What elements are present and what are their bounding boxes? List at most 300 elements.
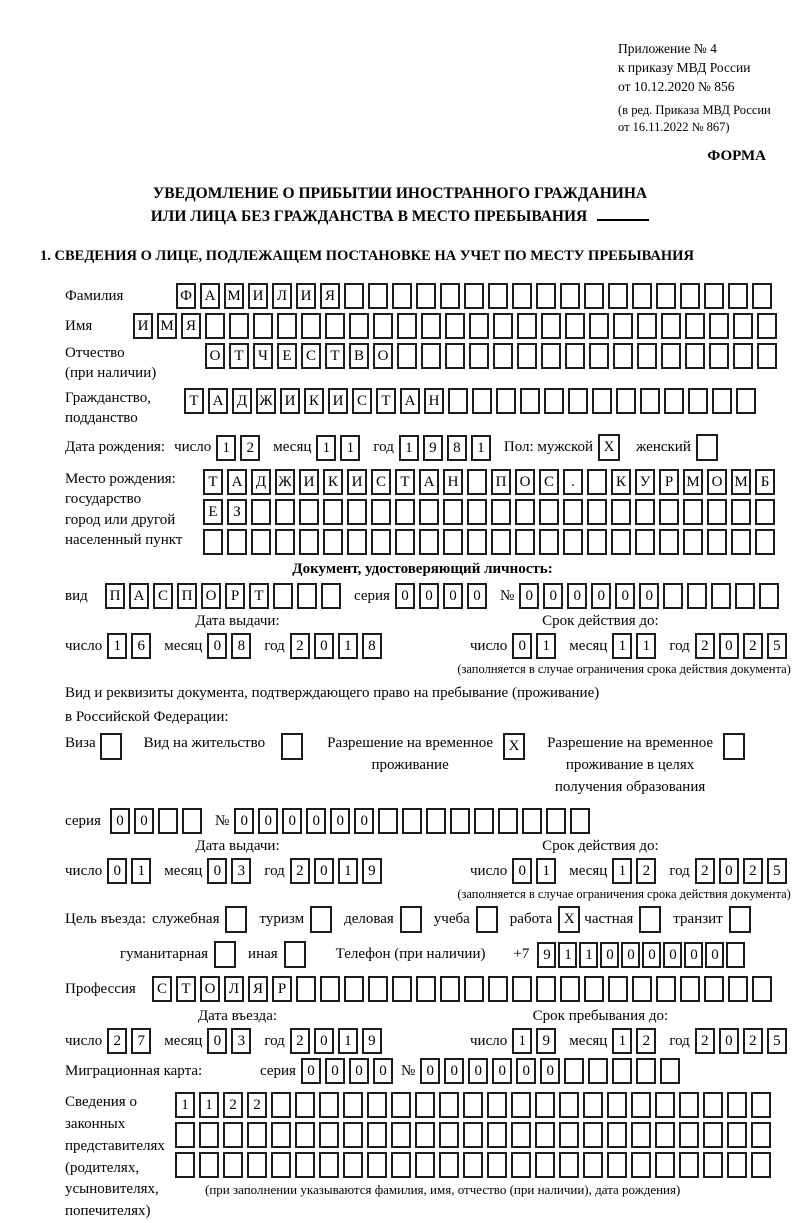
- edu-permit-checkbox[interactable]: [723, 733, 745, 760]
- char-cell[interactable]: [679, 1092, 699, 1118]
- char-cell[interactable]: Я: [181, 313, 201, 339]
- char-cell[interactable]: 0: [600, 942, 619, 968]
- char-cell[interactable]: 1: [612, 858, 632, 884]
- char-cell[interactable]: [752, 283, 772, 309]
- char-cell[interactable]: [301, 313, 321, 339]
- char-cell[interactable]: [487, 1122, 507, 1148]
- char-cell[interactable]: [512, 283, 532, 309]
- char-cell[interactable]: [297, 583, 317, 609]
- char-cell[interactable]: [378, 808, 398, 834]
- char-cell[interactable]: 1: [558, 942, 577, 968]
- char-cell[interactable]: [467, 499, 487, 525]
- sex-male-checkbox[interactable]: X: [598, 434, 620, 461]
- char-cell[interactable]: [158, 808, 178, 834]
- char-cell[interactable]: [251, 499, 271, 525]
- char-cell[interactable]: Т: [325, 343, 345, 369]
- char-cell[interactable]: С: [539, 469, 559, 495]
- char-cell[interactable]: [751, 1122, 771, 1148]
- char-cell[interactable]: [203, 529, 223, 555]
- char-cell[interactable]: 1: [512, 1028, 532, 1054]
- char-cell[interactable]: 2: [247, 1092, 267, 1118]
- char-cell[interactable]: [757, 343, 777, 369]
- char-cell[interactable]: 1: [399, 435, 419, 461]
- char-cell[interactable]: [464, 283, 484, 309]
- char-cell[interactable]: [635, 499, 655, 525]
- purpose-tourism-checkbox[interactable]: [310, 906, 332, 933]
- purpose-humanitarian-checkbox[interactable]: [214, 941, 236, 968]
- char-cell[interactable]: [613, 313, 633, 339]
- char-cell[interactable]: [472, 388, 492, 414]
- char-cell[interactable]: [319, 1092, 339, 1118]
- char-cell[interactable]: [731, 499, 751, 525]
- char-cell[interactable]: [275, 529, 295, 555]
- char-cell[interactable]: [583, 1152, 603, 1178]
- char-cell[interactable]: [402, 808, 422, 834]
- char-cell[interactable]: [709, 343, 729, 369]
- char-cell[interactable]: [271, 1122, 291, 1148]
- char-cell[interactable]: [395, 499, 415, 525]
- char-cell[interactable]: Б: [755, 469, 775, 495]
- char-cell[interactable]: [733, 313, 753, 339]
- char-cell[interactable]: [611, 499, 631, 525]
- char-cell[interactable]: [496, 388, 516, 414]
- char-cell[interactable]: 0: [330, 808, 350, 834]
- char-cell[interactable]: 8: [362, 633, 382, 659]
- char-cell[interactable]: [392, 976, 412, 1002]
- char-cell[interactable]: 0: [325, 1058, 345, 1084]
- char-cell[interactable]: [611, 529, 631, 555]
- char-cell[interactable]: [199, 1152, 219, 1178]
- char-cell[interactable]: 0: [615, 583, 635, 609]
- char-cell[interactable]: Е: [277, 343, 297, 369]
- char-cell[interactable]: Т: [184, 388, 204, 414]
- char-cell[interactable]: Я: [320, 283, 340, 309]
- char-cell[interactable]: [683, 499, 703, 525]
- char-cell[interactable]: 6: [131, 633, 151, 659]
- char-cell[interactable]: [512, 976, 532, 1002]
- char-cell[interactable]: [445, 313, 465, 339]
- char-cell[interactable]: [319, 1152, 339, 1178]
- char-cell[interactable]: [469, 313, 489, 339]
- char-cell[interactable]: 2: [695, 633, 715, 659]
- char-cell[interactable]: 1: [216, 435, 236, 461]
- char-cell[interactable]: [703, 1152, 723, 1178]
- char-cell[interactable]: 0: [107, 858, 127, 884]
- char-cell[interactable]: [661, 313, 681, 339]
- char-cell[interactable]: 2: [743, 633, 763, 659]
- char-cell[interactable]: 0: [354, 808, 374, 834]
- char-cell[interactable]: Л: [224, 976, 244, 1002]
- char-cell[interactable]: [565, 313, 585, 339]
- char-cell[interactable]: [515, 499, 535, 525]
- purpose-work-checkbox[interactable]: X: [558, 906, 580, 933]
- char-cell[interactable]: 0: [314, 858, 334, 884]
- char-cell[interactable]: 7: [131, 1028, 151, 1054]
- char-cell[interactable]: [535, 1092, 555, 1118]
- char-cell[interactable]: [607, 1152, 627, 1178]
- char-cell[interactable]: И: [248, 283, 268, 309]
- char-cell[interactable]: 1: [612, 1028, 632, 1054]
- char-cell[interactable]: 1: [536, 633, 556, 659]
- char-cell[interactable]: [563, 529, 583, 555]
- char-cell[interactable]: [664, 388, 684, 414]
- char-cell[interactable]: О: [201, 583, 221, 609]
- char-cell[interactable]: [493, 343, 513, 369]
- char-cell[interactable]: 0: [540, 1058, 560, 1084]
- char-cell[interactable]: [536, 976, 556, 1002]
- purpose-official-checkbox[interactable]: [225, 906, 247, 933]
- char-cell[interactable]: [661, 343, 681, 369]
- char-cell[interactable]: [415, 1122, 435, 1148]
- char-cell[interactable]: П: [105, 583, 125, 609]
- char-cell[interactable]: [587, 499, 607, 525]
- char-cell[interactable]: 2: [636, 858, 656, 884]
- char-cell[interactable]: Н: [443, 469, 463, 495]
- char-cell[interactable]: [559, 1092, 579, 1118]
- char-cell[interactable]: [632, 283, 652, 309]
- char-cell[interactable]: [759, 583, 779, 609]
- char-cell[interactable]: К: [304, 388, 324, 414]
- char-cell[interactable]: [687, 583, 707, 609]
- char-cell[interactable]: 0: [467, 583, 487, 609]
- char-cell[interactable]: [223, 1152, 243, 1178]
- char-cell[interactable]: 1: [316, 435, 336, 461]
- char-cell[interactable]: 0: [639, 583, 659, 609]
- residence-permit-checkbox[interactable]: [281, 733, 303, 760]
- char-cell[interactable]: 3: [231, 1028, 251, 1054]
- char-cell[interactable]: [539, 529, 559, 555]
- char-cell[interactable]: 1: [199, 1092, 219, 1118]
- char-cell[interactable]: Д: [251, 469, 271, 495]
- char-cell[interactable]: [474, 808, 494, 834]
- char-cell[interactable]: [640, 388, 660, 414]
- char-cell[interactable]: [584, 976, 604, 1002]
- char-cell[interactable]: 0: [444, 1058, 464, 1084]
- char-cell[interactable]: [295, 1092, 315, 1118]
- char-cell[interactable]: [223, 1122, 243, 1148]
- char-cell[interactable]: 0: [684, 942, 703, 968]
- char-cell[interactable]: [277, 313, 297, 339]
- char-cell[interactable]: [703, 1122, 723, 1148]
- char-cell[interactable]: [522, 808, 542, 834]
- char-cell[interactable]: 2: [290, 1028, 310, 1054]
- char-cell[interactable]: 2: [743, 858, 763, 884]
- char-cell[interactable]: О: [707, 469, 727, 495]
- char-cell[interactable]: [728, 976, 748, 1002]
- char-cell[interactable]: [631, 1092, 651, 1118]
- char-cell[interactable]: О: [373, 343, 393, 369]
- char-cell[interactable]: [660, 1058, 680, 1084]
- char-cell[interactable]: 0: [567, 583, 587, 609]
- char-cell[interactable]: 9: [362, 1028, 382, 1054]
- char-cell[interactable]: Т: [176, 976, 196, 1002]
- char-cell[interactable]: С: [352, 388, 372, 414]
- char-cell[interactable]: 2: [695, 858, 715, 884]
- char-cell[interactable]: [416, 283, 436, 309]
- char-cell[interactable]: [323, 499, 343, 525]
- char-cell[interactable]: [299, 529, 319, 555]
- char-cell[interactable]: [426, 808, 446, 834]
- char-cell[interactable]: [635, 529, 655, 555]
- char-cell[interactable]: [344, 976, 364, 1002]
- char-cell[interactable]: 0: [512, 858, 532, 884]
- char-cell[interactable]: [607, 1122, 627, 1148]
- char-cell[interactable]: [439, 1152, 459, 1178]
- char-cell[interactable]: С: [152, 976, 172, 1002]
- char-cell[interactable]: [319, 1122, 339, 1148]
- char-cell[interactable]: [273, 583, 293, 609]
- char-cell[interactable]: [709, 313, 729, 339]
- char-cell[interactable]: М: [731, 469, 751, 495]
- char-cell[interactable]: [391, 1122, 411, 1148]
- char-cell[interactable]: [685, 313, 705, 339]
- char-cell[interactable]: [631, 1152, 651, 1178]
- char-cell[interactable]: [343, 1122, 363, 1148]
- char-cell[interactable]: [637, 343, 657, 369]
- char-cell[interactable]: [247, 1152, 267, 1178]
- char-cell[interactable]: [589, 313, 609, 339]
- char-cell[interactable]: А: [419, 469, 439, 495]
- char-cell[interactable]: [247, 1122, 267, 1148]
- char-cell[interactable]: [655, 1152, 675, 1178]
- char-cell[interactable]: [295, 1152, 315, 1178]
- char-cell[interactable]: [323, 529, 343, 555]
- char-cell[interactable]: П: [177, 583, 197, 609]
- char-cell[interactable]: [395, 529, 415, 555]
- char-cell[interactable]: [535, 1152, 555, 1178]
- char-cell[interactable]: [491, 529, 511, 555]
- char-cell[interactable]: [546, 808, 566, 834]
- char-cell[interactable]: [415, 1092, 435, 1118]
- char-cell[interactable]: 0: [349, 1058, 369, 1084]
- char-cell[interactable]: [608, 976, 628, 1002]
- char-cell[interactable]: [511, 1152, 531, 1178]
- char-cell[interactable]: [728, 283, 748, 309]
- char-cell[interactable]: [175, 1122, 195, 1148]
- char-cell[interactable]: [199, 1122, 219, 1148]
- char-cell[interactable]: [536, 283, 556, 309]
- char-cell[interactable]: [488, 976, 508, 1002]
- purpose-business-checkbox[interactable]: [400, 906, 422, 933]
- char-cell[interactable]: 1: [338, 1028, 358, 1054]
- char-cell[interactable]: 1: [131, 858, 151, 884]
- char-cell[interactable]: 0: [705, 942, 724, 968]
- char-cell[interactable]: [391, 1152, 411, 1178]
- char-cell[interactable]: [704, 976, 724, 1002]
- char-cell[interactable]: [469, 343, 489, 369]
- char-cell[interactable]: [251, 529, 271, 555]
- char-cell[interactable]: Р: [225, 583, 245, 609]
- char-cell[interactable]: [517, 313, 537, 339]
- char-cell[interactable]: [568, 388, 588, 414]
- char-cell[interactable]: 0: [282, 808, 302, 834]
- char-cell[interactable]: .: [563, 469, 583, 495]
- char-cell[interactable]: [391, 1092, 411, 1118]
- char-cell[interactable]: [679, 1122, 699, 1148]
- char-cell[interactable]: [565, 343, 585, 369]
- char-cell[interactable]: 0: [234, 808, 254, 834]
- char-cell[interactable]: [299, 499, 319, 525]
- char-cell[interactable]: Е: [203, 499, 223, 525]
- char-cell[interactable]: [448, 388, 468, 414]
- char-cell[interactable]: [498, 808, 518, 834]
- char-cell[interactable]: [636, 1058, 656, 1084]
- char-cell[interactable]: 1: [107, 633, 127, 659]
- char-cell[interactable]: [752, 976, 772, 1002]
- purpose-study-checkbox[interactable]: [476, 906, 498, 933]
- char-cell[interactable]: [347, 529, 367, 555]
- visa-checkbox[interactable]: [100, 733, 122, 760]
- char-cell[interactable]: 0: [306, 808, 326, 834]
- char-cell[interactable]: А: [129, 583, 149, 609]
- char-cell[interactable]: [560, 283, 580, 309]
- char-cell[interactable]: 0: [420, 1058, 440, 1084]
- char-cell[interactable]: [541, 343, 561, 369]
- char-cell[interactable]: 1: [471, 435, 491, 461]
- char-cell[interactable]: [587, 469, 607, 495]
- char-cell[interactable]: [703, 1092, 723, 1118]
- char-cell[interactable]: [588, 1058, 608, 1084]
- char-cell[interactable]: [227, 529, 247, 555]
- char-cell[interactable]: 0: [719, 1028, 739, 1054]
- char-cell[interactable]: [205, 313, 225, 339]
- char-cell[interactable]: Т: [229, 343, 249, 369]
- char-cell[interactable]: [440, 976, 460, 1002]
- char-cell[interactable]: [344, 283, 364, 309]
- char-cell[interactable]: Ч: [253, 343, 273, 369]
- char-cell[interactable]: [560, 976, 580, 1002]
- char-cell[interactable]: [296, 976, 316, 1002]
- char-cell[interactable]: 0: [443, 583, 463, 609]
- char-cell[interactable]: 5: [767, 858, 787, 884]
- char-cell[interactable]: С: [371, 469, 391, 495]
- purpose-transit-checkbox[interactable]: [729, 906, 751, 933]
- char-cell[interactable]: 0: [314, 633, 334, 659]
- char-cell[interactable]: [707, 499, 727, 525]
- char-cell[interactable]: К: [611, 469, 631, 495]
- char-cell[interactable]: Д: [232, 388, 252, 414]
- char-cell[interactable]: [343, 1152, 363, 1178]
- char-cell[interactable]: [253, 313, 273, 339]
- char-cell[interactable]: [416, 976, 436, 1002]
- char-cell[interactable]: Т: [249, 583, 269, 609]
- char-cell[interactable]: [275, 499, 295, 525]
- char-cell[interactable]: [511, 1092, 531, 1118]
- char-cell[interactable]: [515, 529, 535, 555]
- char-cell[interactable]: [704, 283, 724, 309]
- char-cell[interactable]: 0: [134, 808, 154, 834]
- char-cell[interactable]: П: [491, 469, 511, 495]
- char-cell[interactable]: 9: [423, 435, 443, 461]
- char-cell[interactable]: [680, 976, 700, 1002]
- char-cell[interactable]: 5: [767, 633, 787, 659]
- char-cell[interactable]: [535, 1122, 555, 1148]
- char-cell[interactable]: И: [347, 469, 367, 495]
- char-cell[interactable]: М: [683, 469, 703, 495]
- char-cell[interactable]: [632, 976, 652, 1002]
- char-cell[interactable]: 1: [579, 942, 598, 968]
- char-cell[interactable]: [464, 976, 484, 1002]
- char-cell[interactable]: З: [227, 499, 247, 525]
- char-cell[interactable]: 2: [636, 1028, 656, 1054]
- char-cell[interactable]: [656, 976, 676, 1002]
- char-cell[interactable]: [655, 1092, 675, 1118]
- char-cell[interactable]: У: [635, 469, 655, 495]
- char-cell[interactable]: Т: [376, 388, 396, 414]
- char-cell[interactable]: [711, 583, 731, 609]
- char-cell[interactable]: [467, 529, 487, 555]
- char-cell[interactable]: 0: [301, 1058, 321, 1084]
- char-cell[interactable]: [736, 388, 756, 414]
- char-cell[interactable]: 0: [516, 1058, 536, 1084]
- char-cell[interactable]: С: [301, 343, 321, 369]
- char-cell[interactable]: [182, 808, 202, 834]
- char-cell[interactable]: [589, 343, 609, 369]
- char-cell[interactable]: [368, 283, 388, 309]
- char-cell[interactable]: Н: [424, 388, 444, 414]
- char-cell[interactable]: [726, 942, 745, 968]
- char-cell[interactable]: 0: [207, 633, 227, 659]
- char-cell[interactable]: 1: [338, 633, 358, 659]
- char-cell[interactable]: 1: [612, 633, 632, 659]
- char-cell[interactable]: [467, 469, 487, 495]
- char-cell[interactable]: [175, 1152, 195, 1178]
- char-cell[interactable]: [463, 1152, 483, 1178]
- char-cell[interactable]: 1: [536, 858, 556, 884]
- char-cell[interactable]: [392, 283, 412, 309]
- char-cell[interactable]: [443, 529, 463, 555]
- char-cell[interactable]: [493, 313, 513, 339]
- char-cell[interactable]: [463, 1092, 483, 1118]
- char-cell[interactable]: 2: [107, 1028, 127, 1054]
- char-cell[interactable]: 1: [636, 633, 656, 659]
- char-cell[interactable]: Т: [395, 469, 415, 495]
- char-cell[interactable]: [757, 313, 777, 339]
- char-cell[interactable]: Т: [203, 469, 223, 495]
- char-cell[interactable]: И: [133, 313, 153, 339]
- char-cell[interactable]: [443, 499, 463, 525]
- char-cell[interactable]: [421, 313, 441, 339]
- char-cell[interactable]: [707, 529, 727, 555]
- char-cell[interactable]: [587, 529, 607, 555]
- char-cell[interactable]: [637, 313, 657, 339]
- char-cell[interactable]: М: [157, 313, 177, 339]
- char-cell[interactable]: [755, 499, 775, 525]
- char-cell[interactable]: [688, 388, 708, 414]
- char-cell[interactable]: [712, 388, 732, 414]
- char-cell[interactable]: [679, 1152, 699, 1178]
- char-cell[interactable]: [367, 1092, 387, 1118]
- char-cell[interactable]: [727, 1122, 747, 1148]
- char-cell[interactable]: М: [224, 283, 244, 309]
- char-cell[interactable]: [320, 976, 340, 1002]
- char-cell[interactable]: 5: [767, 1028, 787, 1054]
- char-cell[interactable]: [541, 313, 561, 339]
- char-cell[interactable]: И: [299, 469, 319, 495]
- char-cell[interactable]: [583, 1122, 603, 1148]
- char-cell[interactable]: А: [227, 469, 247, 495]
- char-cell[interactable]: [612, 1058, 632, 1084]
- char-cell[interactable]: [539, 499, 559, 525]
- char-cell[interactable]: 0: [373, 1058, 393, 1084]
- char-cell[interactable]: [371, 529, 391, 555]
- char-cell[interactable]: [445, 343, 465, 369]
- char-cell[interactable]: [680, 283, 700, 309]
- char-cell[interactable]: [368, 976, 388, 1002]
- char-cell[interactable]: [659, 499, 679, 525]
- char-cell[interactable]: О: [515, 469, 535, 495]
- char-cell[interactable]: [321, 583, 341, 609]
